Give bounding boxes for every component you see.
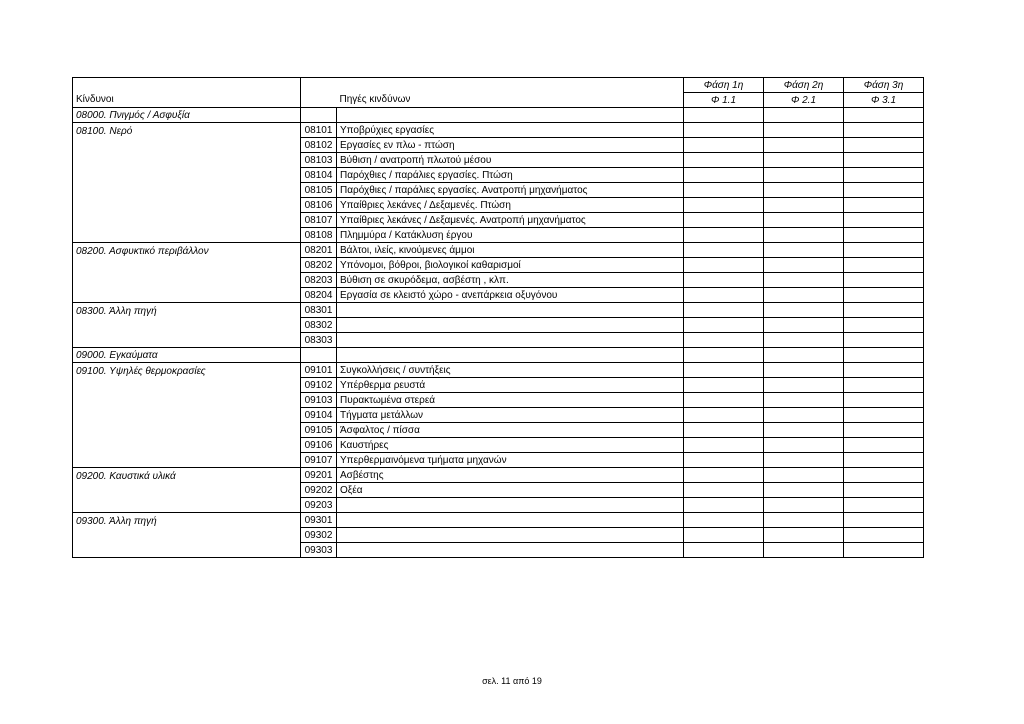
phase-2-cell [764, 348, 844, 363]
source-description [337, 108, 684, 123]
phase-3-cell [844, 198, 924, 213]
phase-1-cell [684, 243, 764, 258]
risk-category [73, 273, 301, 288]
source-description [337, 348, 684, 363]
phase-3-cell [844, 258, 924, 273]
phase-2-cell [764, 423, 844, 438]
risk-category [73, 318, 301, 333]
table-row [73, 363, 924, 378]
source-code: 09106 [301, 438, 337, 453]
source-code: 08105 [301, 183, 337, 198]
phase-1-cell [684, 378, 764, 393]
table-row [73, 453, 924, 468]
phase-1-cell [684, 183, 764, 198]
risk-category [73, 333, 301, 348]
phase-2-code: Φ 2.1 [764, 93, 844, 108]
phase-2-cell [764, 138, 844, 153]
source-description: Παρόχθιες / παράλιες εργασίες. Πτώση [337, 168, 684, 183]
phase-3-cell [844, 438, 924, 453]
source-code: 09201 [301, 468, 337, 483]
phase-2-cell [764, 378, 844, 393]
source-code: 08302 [301, 318, 337, 333]
table-row [73, 528, 924, 543]
source-description: Παρόχθιες / παράλιες εργασίες. Ανατροπή μηχανήματος [337, 183, 684, 198]
phase-1-cell [684, 288, 764, 303]
risk-category: 09300. Άλλη πηγή [73, 513, 301, 528]
table-row [73, 198, 924, 213]
risk-category [73, 393, 301, 408]
source-description: Συγκολλήσεις / συντήξεις [337, 363, 684, 378]
phase-3-cell [844, 303, 924, 318]
phase-2-cell [764, 513, 844, 528]
phase-2-cell [764, 483, 844, 498]
risk-category: 09200. Καυστικά υλικά [73, 468, 301, 483]
phase-1-cell [684, 498, 764, 513]
phase-2-cell [764, 228, 844, 243]
phase-3-cell [844, 168, 924, 183]
table-row [73, 393, 924, 408]
source-code: 09102 [301, 378, 337, 393]
risk-category: 08100. Νερό [73, 123, 301, 138]
source-code: 09301 [301, 513, 337, 528]
phase-3-cell [844, 153, 924, 168]
phase-1-cell [684, 513, 764, 528]
risk-category: 09100. Υψηλές θερμοκρασίες [73, 363, 301, 378]
phase-1-cell [684, 333, 764, 348]
source-code: 09103 [301, 393, 337, 408]
risk-category [73, 213, 301, 228]
phase-2-cell [764, 318, 844, 333]
source-description: Υπαίθριες λεκάνες / Δεξαμενές. Πτώση [337, 198, 684, 213]
risk-category [73, 423, 301, 438]
phase-1-cell [684, 453, 764, 468]
source-code: 08202 [301, 258, 337, 273]
source-code: 08107 [301, 213, 337, 228]
source-code [301, 348, 337, 363]
phase-3-cell [844, 408, 924, 423]
phase-2-cell [764, 153, 844, 168]
source-description: Υπαίθριες λεκάνες / Δεξαμενές. Ανατροπή μηχανήματος [337, 213, 684, 228]
phase-2-cell [764, 468, 844, 483]
phase-2-cell [764, 288, 844, 303]
phase-3-cell [844, 378, 924, 393]
source-description: Βάλτοι, ιλείς, κινούμενες άμμοι [337, 243, 684, 258]
source-code: 09202 [301, 483, 337, 498]
phase-3-cell [844, 498, 924, 513]
source-code: 08102 [301, 138, 337, 153]
phase-2-header: Φάση 2η [764, 78, 844, 93]
source-description [337, 303, 684, 318]
phase-2-cell [764, 543, 844, 558]
table-row [73, 303, 924, 318]
table-row [73, 468, 924, 483]
risk-category: 09000. Εγκαύματα [73, 348, 301, 363]
source-code: 08204 [301, 288, 337, 303]
source-code: 09303 [301, 543, 337, 558]
risk-table [72, 77, 924, 558]
phase-3-cell [844, 228, 924, 243]
phase-2-cell [764, 393, 844, 408]
source-code: 08103 [301, 153, 337, 168]
source-code: 08203 [301, 273, 337, 288]
source-description: Άσφαλτος / πίσσα [337, 423, 684, 438]
phase-3-code: Φ 3.1 [844, 93, 924, 108]
table-row [73, 423, 924, 438]
table-row [73, 483, 924, 498]
risk-category [73, 168, 301, 183]
phase-2-cell [764, 498, 844, 513]
phase-3-cell [844, 138, 924, 153]
table-row [73, 138, 924, 153]
phase-2-cell [764, 363, 844, 378]
risk-category [73, 153, 301, 168]
source-code: 09203 [301, 498, 337, 513]
source-code: 08101 [301, 123, 337, 138]
phase-3-cell [844, 318, 924, 333]
risk-category [73, 378, 301, 393]
phase-3-cell [844, 213, 924, 228]
risk-category [73, 138, 301, 153]
phase-3-cell [844, 333, 924, 348]
phase-3-cell [844, 543, 924, 558]
phase-1-cell [684, 168, 764, 183]
table-row [73, 288, 924, 303]
phase-1-cell [684, 543, 764, 558]
phase-2-cell [764, 168, 844, 183]
risk-category: 08300. Άλλη πηγή [73, 303, 301, 318]
table-row [73, 123, 924, 138]
phase-3-cell [844, 528, 924, 543]
source-code [301, 108, 337, 123]
source-code: 08303 [301, 333, 337, 348]
phase-2-cell [764, 453, 844, 468]
phase-1-code: Φ 1.1 [684, 93, 764, 108]
phase-1-cell [684, 348, 764, 363]
risk-category [73, 438, 301, 453]
phase-2-cell [764, 108, 844, 123]
table-row [73, 258, 924, 273]
phase-2-cell [764, 438, 844, 453]
phase-3-cell [844, 123, 924, 138]
risk-category [73, 408, 301, 423]
table-row [73, 438, 924, 453]
phase-1-cell [684, 213, 764, 228]
source-description: Ασβέστης [337, 468, 684, 483]
phase-3-cell [844, 348, 924, 363]
source-description: Οξέα [337, 483, 684, 498]
phase-3-cell [844, 108, 924, 123]
phase-3-header: Φάση 3η [844, 78, 924, 93]
risk-category [73, 453, 301, 468]
risk-category: 08000. Πνιγμός / Ασφυξία [73, 108, 301, 123]
table-row [73, 318, 924, 333]
source-description: Υπέρθερμα ρευστά [337, 378, 684, 393]
phase-2-cell [764, 273, 844, 288]
phase-2-cell [764, 303, 844, 318]
phase-1-cell [684, 363, 764, 378]
phase-1-cell [684, 468, 764, 483]
table-row [73, 333, 924, 348]
source-description [337, 513, 684, 528]
risk-category [73, 483, 301, 498]
phase-1-cell [684, 108, 764, 123]
phase-3-cell [844, 423, 924, 438]
source-description: Υποβρύχιες εργασίες [337, 123, 684, 138]
table-row [73, 243, 924, 258]
source-description: Υπερθερμαινόμενα τμήματα μηχανών [337, 453, 684, 468]
risk-category [73, 498, 301, 513]
source-description [337, 543, 684, 558]
source-description: Βύθιση σε σκυρόδεμα, ασβέστη , κλπ. [337, 273, 684, 288]
risk-category: 08200. Ασφυκτικό περιβάλλον [73, 243, 301, 258]
phase-3-cell [844, 513, 924, 528]
phase-1-cell [684, 138, 764, 153]
phase-1-cell [684, 408, 764, 423]
source-code: 09104 [301, 408, 337, 423]
source-code: 09105 [301, 423, 337, 438]
source-description: Πλημμύρα / Κατάκλυση έργου [337, 228, 684, 243]
phase-1-cell [684, 318, 764, 333]
phase-1-cell [684, 528, 764, 543]
phase-3-cell [844, 288, 924, 303]
source-description: Πυρακτωμένα στερεά [337, 393, 684, 408]
phase-3-cell [844, 453, 924, 468]
table-row [73, 108, 924, 123]
phase-1-cell [684, 153, 764, 168]
phase-1-cell [684, 228, 764, 243]
risks-column-title: Κίνδυνοι [73, 93, 301, 108]
source-description: Υπόνομοι, βόθροι, βιολογικοί καθαρισμοί [337, 258, 684, 273]
source-code: 09101 [301, 363, 337, 378]
phase-2-cell [764, 198, 844, 213]
phase-2-cell [764, 213, 844, 228]
source-code: 08108 [301, 228, 337, 243]
phase-3-cell [844, 273, 924, 288]
source-description [337, 333, 684, 348]
table-row [73, 498, 924, 513]
table-row [73, 543, 924, 558]
source-code: 09302 [301, 528, 337, 543]
source-description: Τήγματα μετάλλων [337, 408, 684, 423]
source-description [337, 318, 684, 333]
sources-column-title: Πηγές κινδύνων [337, 93, 684, 108]
risk-category [73, 198, 301, 213]
table-row [73, 153, 924, 168]
source-description [337, 528, 684, 543]
table-row [73, 168, 924, 183]
phase-3-cell [844, 183, 924, 198]
source-description: Καυστήρες [337, 438, 684, 453]
phase-2-cell [764, 243, 844, 258]
table-row [73, 513, 924, 528]
phase-3-cell [844, 363, 924, 378]
table-row [73, 228, 924, 243]
phase-1-cell [684, 303, 764, 318]
table-row [73, 213, 924, 228]
phase-3-cell [844, 393, 924, 408]
source-code: 08201 [301, 243, 337, 258]
page-number: σελ. 11 από 19 [482, 676, 542, 686]
source-description: Εργασία σε κλειστό χώρο - ανεπάρκεια οξυγόνου [337, 288, 684, 303]
risk-category [73, 183, 301, 198]
phase-3-cell [844, 468, 924, 483]
phase-1-cell [684, 273, 764, 288]
phase-2-cell [764, 258, 844, 273]
phase-3-cell [844, 243, 924, 258]
phase-2-cell [764, 123, 844, 138]
table-row [73, 273, 924, 288]
phase-1-cell [684, 258, 764, 273]
risk-category [73, 228, 301, 243]
phase-1-cell [684, 393, 764, 408]
phase-3-cell [844, 483, 924, 498]
source-description [337, 498, 684, 513]
table-row [73, 183, 924, 198]
phase-2-cell [764, 528, 844, 543]
source-code: 08106 [301, 198, 337, 213]
phase-2-cell [764, 333, 844, 348]
source-code: 08301 [301, 303, 337, 318]
source-code: 08104 [301, 168, 337, 183]
source-code: 09107 [301, 453, 337, 468]
phase-1-header: Φάση 1η [684, 78, 764, 93]
source-description: Εργασίες εν πλω - πτώση [337, 138, 684, 153]
phase-1-cell [684, 423, 764, 438]
phase-2-cell [764, 183, 844, 198]
source-description: Βύθιση / ανατροπή πλωτού μέσου [337, 153, 684, 168]
table-row [73, 378, 924, 393]
phase-1-cell [684, 438, 764, 453]
phase-1-cell [684, 198, 764, 213]
table-row [73, 408, 924, 423]
risk-category [73, 543, 301, 558]
phase-2-cell [764, 408, 844, 423]
table-row [73, 348, 924, 363]
risk-category [73, 288, 301, 303]
risk-category [73, 258, 301, 273]
phase-1-cell [684, 123, 764, 138]
risk-category [73, 528, 301, 543]
phase-1-cell [684, 483, 764, 498]
